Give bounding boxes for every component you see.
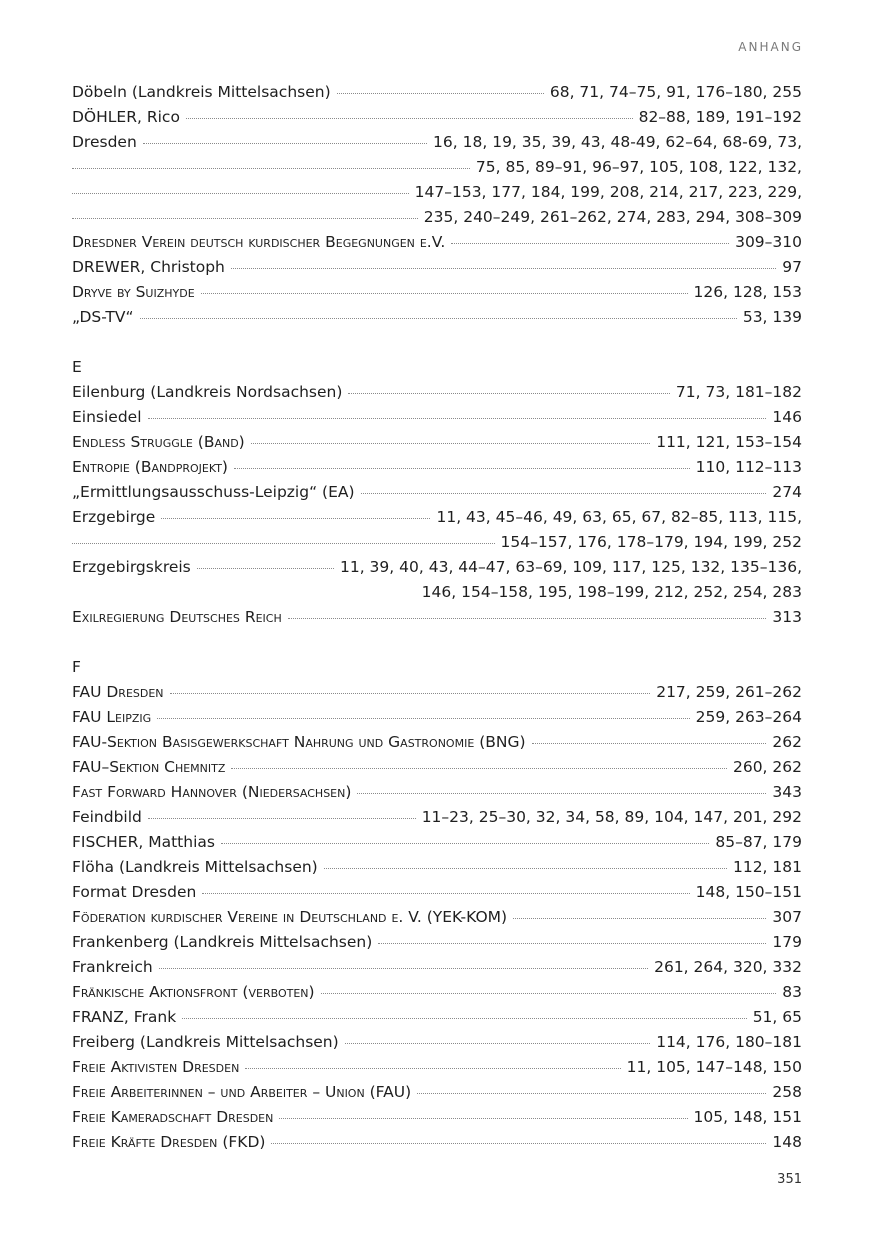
dot-leader bbox=[182, 1018, 747, 1019]
index-pages: 235, 240–249, 261–262, 274, 283, 294, 308–309 bbox=[423, 208, 802, 226]
dot-leader bbox=[231, 268, 776, 269]
index-entry bbox=[72, 1055, 802, 1080]
index-pages: 262 bbox=[772, 733, 802, 751]
index-entry bbox=[72, 155, 802, 180]
index-entry bbox=[72, 830, 802, 855]
index-pages: 114, 176, 180–181 bbox=[656, 1033, 802, 1051]
index-pages: 260, 262 bbox=[732, 758, 802, 776]
index-term: „Ermittlungsausschuss-Leipzig“ (EA) bbox=[72, 483, 355, 501]
index-pages: 313 bbox=[772, 608, 802, 626]
dot-leader bbox=[532, 743, 767, 744]
index-term: FRANZ, Frank bbox=[72, 1008, 177, 1026]
index-entry bbox=[72, 1030, 802, 1055]
index-entry bbox=[72, 955, 802, 980]
index-entry bbox=[72, 980, 802, 1005]
dot-leader bbox=[337, 93, 544, 94]
index-entry bbox=[72, 305, 802, 330]
index-pages: 148 bbox=[772, 1133, 802, 1151]
dot-leader bbox=[357, 793, 766, 794]
dot-leader bbox=[451, 243, 729, 244]
dot-leader bbox=[72, 168, 470, 169]
dot-leader bbox=[513, 918, 766, 919]
dot-leader bbox=[245, 1068, 620, 1069]
dot-leader bbox=[221, 843, 709, 844]
index-term: Freie Aktivisten Dresden bbox=[72, 1058, 240, 1076]
index-entry bbox=[72, 730, 802, 755]
index-entry bbox=[72, 805, 802, 830]
index-pages: 258 bbox=[772, 1083, 802, 1101]
dot-leader bbox=[140, 318, 737, 319]
index-entry bbox=[72, 380, 802, 405]
index-pages: 11, 43, 45–46, 49, 63, 65, 67, 82–85, 113, 115, bbox=[436, 508, 802, 526]
index-term: Föderation kurdischer Vereine in Deutschland e. V. (YEK-KOM) bbox=[72, 908, 508, 926]
dot-leader bbox=[148, 418, 767, 419]
index-term: Entropie (Bandprojekt) bbox=[72, 458, 228, 476]
dot-leader bbox=[201, 293, 688, 294]
index-entry bbox=[72, 905, 802, 930]
index-pages: 82–88, 189, 191–192 bbox=[638, 108, 802, 126]
index-pages: 126, 128, 153 bbox=[693, 283, 802, 301]
index-term: Format Dresden bbox=[72, 883, 197, 901]
index-entry bbox=[72, 1130, 802, 1155]
index-term: Erzgebirgskreis bbox=[72, 558, 191, 576]
index-entry bbox=[72, 880, 802, 905]
index-term: Freiberg (Landkreis Mittelsachsen) bbox=[72, 1033, 339, 1051]
index-entry bbox=[72, 605, 802, 630]
index-entry bbox=[72, 130, 802, 155]
index-pages: 110, 112–113 bbox=[695, 458, 802, 476]
dot-leader bbox=[186, 118, 633, 119]
index-pages: 274 bbox=[772, 483, 802, 501]
index-term: Eilenburg (Landkreis Nordsachsen) bbox=[72, 383, 343, 401]
index-pages: 309–310 bbox=[735, 233, 802, 251]
dot-leader bbox=[72, 218, 418, 219]
index-entry bbox=[72, 455, 802, 480]
index-entry bbox=[72, 930, 802, 955]
index-term: Dryve by Suizhyde bbox=[72, 283, 195, 301]
index-entry bbox=[72, 255, 802, 280]
index-pages: 11, 105, 147–148, 150 bbox=[626, 1058, 802, 1076]
index-term: Frankenberg (Landkreis Mittelsachsen) bbox=[72, 933, 373, 951]
index-pages: 75, 85, 89–91, 96–97, 105, 108, 122, 132, bbox=[475, 158, 802, 176]
index-term: Dresdner Verein deutsch kurdischer Begegnungen e.V. bbox=[72, 233, 446, 251]
dot-leader bbox=[324, 868, 727, 869]
index-term: Fränkische Aktionsfront (verboten) bbox=[72, 983, 315, 1001]
dot-leader bbox=[159, 968, 648, 969]
index-pages: 97 bbox=[782, 258, 802, 276]
dot-leader bbox=[170, 693, 651, 694]
index-entry bbox=[72, 555, 802, 580]
index-entry bbox=[72, 180, 802, 205]
index-pages: 71, 73, 181–182 bbox=[675, 383, 802, 401]
dot-leader bbox=[161, 518, 430, 519]
dot-leader bbox=[72, 193, 409, 194]
dot-leader bbox=[251, 443, 650, 444]
index-term: FAU-Sektion Basisgewerkschaft Nahrung und Gastronomie (BNG) bbox=[72, 733, 526, 751]
dot-leader bbox=[234, 468, 690, 469]
section-letter: E bbox=[72, 358, 82, 376]
index-entry bbox=[72, 1105, 802, 1130]
index-term: Einsiedel bbox=[72, 408, 142, 426]
index-pages: 111, 121, 153–154 bbox=[656, 433, 802, 451]
index-term: Freie Kameradschaft Dresden bbox=[72, 1108, 274, 1126]
index-pages: 148, 150–151 bbox=[695, 883, 802, 901]
index-entry bbox=[72, 1080, 802, 1105]
dot-leader bbox=[202, 893, 689, 894]
index-pages: 259, 263–264 bbox=[695, 708, 802, 726]
index-term: „DS-TV“ bbox=[72, 308, 134, 326]
section-letter: F bbox=[72, 658, 81, 676]
index-pages: 83 bbox=[782, 983, 802, 1001]
index-entry bbox=[72, 530, 802, 555]
index-term: DÖHLER, Rico bbox=[72, 108, 180, 126]
index-entry bbox=[72, 480, 802, 505]
index-pages: 261, 264, 320, 332 bbox=[654, 958, 802, 976]
dot-leader bbox=[231, 768, 727, 769]
dot-leader bbox=[72, 543, 495, 544]
index-pages: 11–23, 25–30, 32, 34, 58, 89, 104, 147, 201, 292 bbox=[421, 808, 802, 826]
index-pages: 11, 39, 40, 43, 44–47, 63–69, 109, 117, 125, 132, 135–136, bbox=[339, 558, 802, 576]
dot-leader bbox=[417, 1093, 766, 1094]
index-term: Fast Forward Hannover (Niedersachsen) bbox=[72, 783, 352, 801]
index-term: Dresden bbox=[72, 133, 137, 151]
dot-leader bbox=[348, 393, 670, 394]
index-term: FAU Leipzig bbox=[72, 708, 152, 726]
dot-leader bbox=[148, 818, 416, 819]
dot-leader bbox=[143, 143, 427, 144]
index-term: Döbeln (Landkreis Mittelsachsen) bbox=[72, 83, 331, 101]
dot-leader bbox=[279, 1118, 687, 1119]
index-pages: 154–157, 176, 178–179, 194, 199, 252 bbox=[500, 533, 802, 551]
index-term: Feindbild bbox=[72, 808, 142, 826]
index-entry bbox=[72, 430, 802, 455]
index-pages: 68, 71, 74–75, 91, 176–180, 255 bbox=[549, 83, 802, 101]
index-pages: 217, 259, 261–262 bbox=[656, 683, 802, 701]
index-term: FAU–Sektion Chemnitz bbox=[72, 758, 226, 776]
index-pages: 343 bbox=[772, 783, 802, 801]
index-pages: 146 bbox=[772, 408, 802, 426]
index-entry bbox=[72, 580, 802, 605]
dot-leader bbox=[361, 493, 767, 494]
index-entry bbox=[72, 80, 802, 105]
index-term: Freie Kräfte Dresden (FKD) bbox=[72, 1133, 266, 1151]
index-term: DREWER, Christoph bbox=[72, 258, 225, 276]
index-entry bbox=[72, 755, 802, 780]
index-pages: 51, 65 bbox=[752, 1008, 802, 1026]
index-pages: 147–153, 177, 184, 199, 208, 214, 217, 223, 229, bbox=[414, 183, 802, 201]
index-entry bbox=[72, 1005, 802, 1030]
dot-leader bbox=[345, 1043, 651, 1044]
index-term: FISCHER, Matthias bbox=[72, 833, 215, 851]
index-term: Frankreich bbox=[72, 958, 153, 976]
index-pages: 179 bbox=[772, 933, 802, 951]
index-entry bbox=[72, 780, 802, 805]
index-term: Erzgebirge bbox=[72, 508, 156, 526]
index-pages: 16, 18, 19, 35, 39, 43, 48-49, 62–64, 68-69, 73, bbox=[433, 133, 802, 151]
index-entry bbox=[72, 705, 802, 730]
index-term: Freie Arbeiterinnen – und Arbeiter – Union (FAU) bbox=[72, 1083, 412, 1101]
index-entry bbox=[72, 280, 802, 305]
index-entry bbox=[72, 405, 802, 430]
index-pages: 53, 139 bbox=[742, 308, 802, 326]
index-entry bbox=[72, 230, 802, 255]
running-header: ANHANG bbox=[738, 40, 803, 54]
index-term: Exilregierung Deutsches Reich bbox=[72, 608, 282, 626]
index-list bbox=[72, 80, 802, 1155]
index-pages: 307 bbox=[772, 908, 802, 926]
index-term: Endless Struggle (Band) bbox=[72, 433, 245, 451]
dot-leader bbox=[271, 1143, 766, 1144]
dot-leader bbox=[378, 943, 766, 944]
dot-leader bbox=[157, 718, 690, 719]
index-entry bbox=[72, 505, 802, 530]
index-entry bbox=[72, 205, 802, 230]
index-pages: 112, 181 bbox=[732, 858, 802, 876]
index-pages: 146, 154–158, 195, 198–199, 212, 252, 254, 283 bbox=[421, 583, 802, 601]
dot-leader bbox=[288, 618, 767, 619]
index-entry bbox=[72, 855, 802, 880]
index-entry bbox=[72, 680, 802, 705]
index-pages: 105, 148, 151 bbox=[693, 1108, 802, 1126]
dot-leader bbox=[321, 993, 777, 994]
page-number: 351 bbox=[777, 1172, 802, 1187]
index-entry bbox=[72, 105, 802, 130]
dot-leader bbox=[197, 568, 334, 569]
index-term: Flöha (Landkreis Mittelsachsen) bbox=[72, 858, 318, 876]
index-term: FAU Dresden bbox=[72, 683, 164, 701]
index-pages: 85–87, 179 bbox=[715, 833, 802, 851]
